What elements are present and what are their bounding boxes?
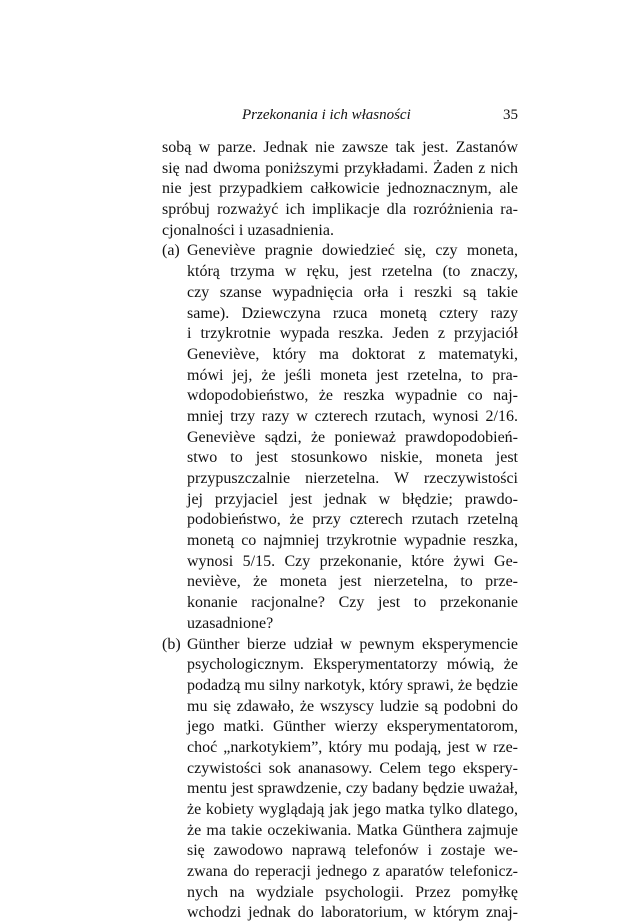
list-item-label: (b) bbox=[162, 635, 181, 656]
text-line: Geneviève sądzi, że ponieważ prawdopodobień- bbox=[162, 428, 518, 449]
text-line: spróbuj rozważyć ich implikacje dla rozróżnienia ra- bbox=[162, 200, 518, 221]
text-line: jej przyjaciel jest jednak w błędzie; prawdo- bbox=[162, 490, 518, 511]
text-line-content: Geneviève pragnie dowiedzieć się, czy moneta, bbox=[187, 242, 518, 259]
text-line: uzasadnione? bbox=[162, 614, 518, 635]
text-line: przypuszczalnie nierzetelna. W rzeczywistości bbox=[162, 469, 518, 490]
text-line: nych na wydziale psychologii. Przez pomyłkę bbox=[162, 883, 518, 904]
text-line: nie jest przypadkiem całkowicie jednoznacznym, ale bbox=[162, 179, 518, 200]
text-line: że kobiety wyglądają jak jego matka tylko dlatego, bbox=[162, 800, 518, 821]
text-line: się zawodowo naprawą telefonów i zostaje we- bbox=[162, 841, 518, 862]
running-title: Przekonania i ich własności bbox=[242, 106, 411, 124]
text-line: choć „narkotykiem”, który mu podają, jest w rze- bbox=[162, 738, 518, 759]
text-line: jego matki. Günther wierzy eksperymentatorom, bbox=[162, 717, 518, 738]
intro-paragraph bbox=[162, 138, 518, 241]
text-line: psychologicznym. Eksperymentatorzy mówią, że bbox=[162, 655, 518, 676]
text-line: cjonalności i uzasadnienia. bbox=[162, 221, 518, 242]
text-line: podobieństwo, że przy czterech rzutach rzetelną bbox=[162, 510, 518, 531]
text-line: Geneviève, który ma doktorat z matematyki, bbox=[162, 345, 518, 366]
list-item-b bbox=[162, 635, 518, 924]
text-line: że ma takie oczekiwania. Matka Günthera zajmuje bbox=[162, 821, 518, 842]
text-line bbox=[162, 635, 518, 656]
text-line: czywistości sok ananasowy. Celem tego ekspery- bbox=[162, 759, 518, 780]
text-line: podadzą mu silny narkotyk, który sprawi, że będzie bbox=[162, 676, 518, 697]
list-item-a bbox=[162, 241, 518, 634]
body-text bbox=[162, 138, 518, 924]
text-line: mniej trzy razy w czterech rzutach, wynosi 2/16. bbox=[162, 407, 518, 428]
text-line: wynosi 5/15. Czy przekonanie, które żywi Ge- bbox=[162, 552, 518, 573]
text-line: czy szanse wypadnięcia orła i reszki są takie bbox=[162, 283, 518, 304]
page-number: 35 bbox=[503, 106, 518, 124]
text-line: wchodzi jednak do laboratorium, w którym znaj- bbox=[162, 903, 518, 924]
list-item-label: (a) bbox=[162, 241, 180, 262]
text-line: mówi jej, że jeśli moneta jest rzetelna, to pra- bbox=[162, 366, 518, 387]
text-line: monetą co najmniej trzykrotnie wypadnie reszka, bbox=[162, 531, 518, 552]
text-line: się nad dwoma poniższymi przykładami. Żaden z nich bbox=[162, 159, 518, 180]
text-line-content: Günther bierze udział w pewnym eksperymencie bbox=[187, 636, 518, 653]
text-line: konanie racjonalne? Czy jest to przekonanie bbox=[162, 593, 518, 614]
text-line bbox=[162, 241, 518, 262]
text-line: sobą w parze. Jednak nie zawsze tak jest. Zastanów bbox=[162, 138, 518, 159]
text-line: same). Dziewczyna rzuca monetą cztery razy bbox=[162, 304, 518, 325]
text-line: neviève, że moneta jest nierzetelna, to prze- bbox=[162, 572, 518, 593]
text-line: mentu jest sprawdzenie, czy badany będzie uważał, bbox=[162, 779, 518, 800]
page-header bbox=[162, 106, 518, 124]
text-line: zwana do reperacji jednego z aparatów telefonicz- bbox=[162, 862, 518, 883]
text-line: stwo to jest stosunkowo niskie, moneta jest bbox=[162, 448, 518, 469]
text-line: i trzykrotnie wypada reszka. Jeden z przyjaciół bbox=[162, 324, 518, 345]
text-line: wdopodobieństwo, że reszka wypadnie co naj- bbox=[162, 386, 518, 407]
text-line: którą trzyma w ręku, jest rzetelna (to znaczy, bbox=[162, 262, 518, 283]
text-line: mu się zdawało, że wszyscy ludzie są podobni do bbox=[162, 697, 518, 718]
